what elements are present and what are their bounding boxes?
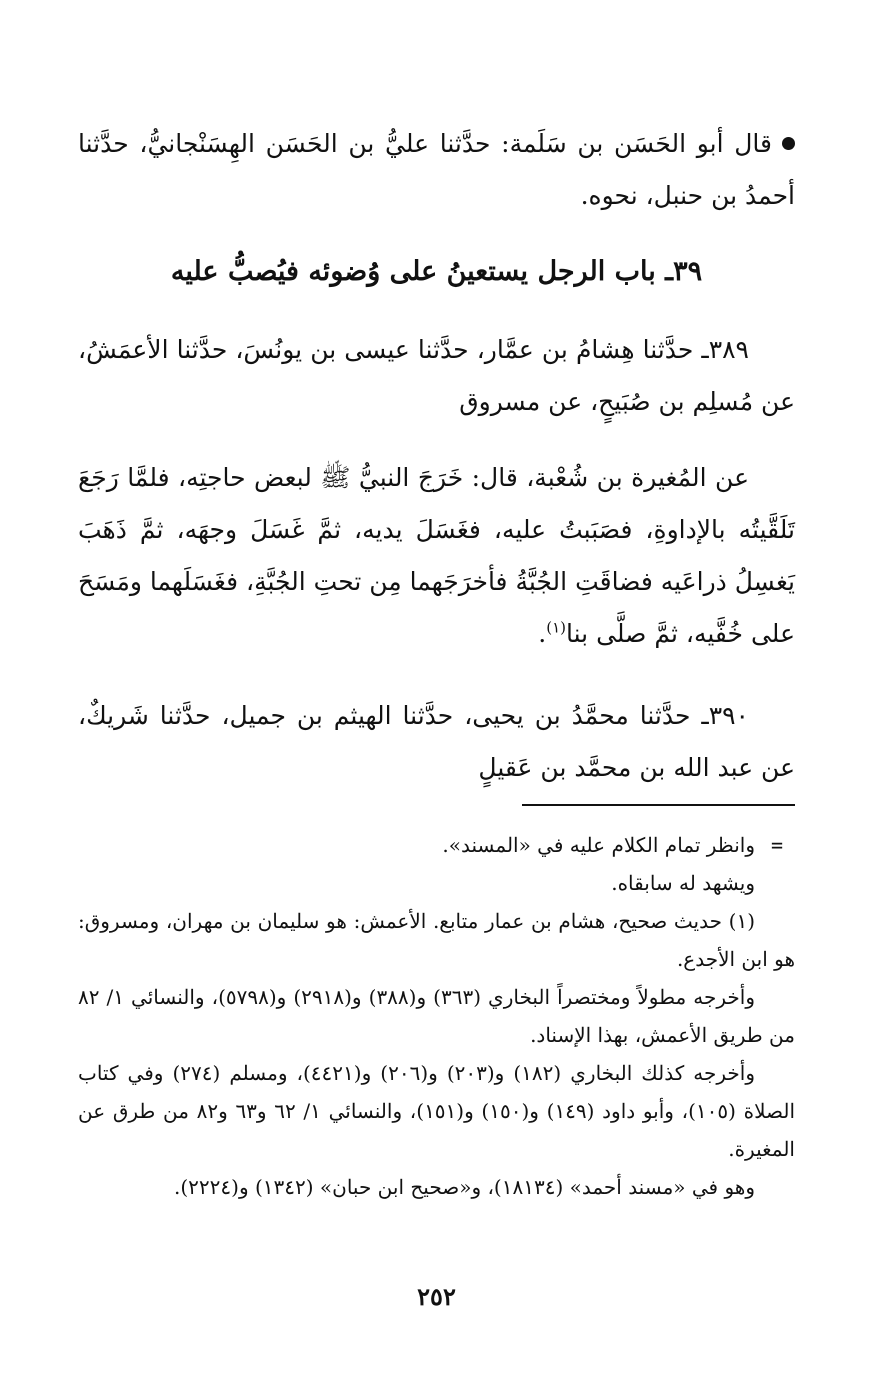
intro-paragraph: [78, 118, 795, 222]
hadith-389-matn-text: عن المُغيرة بن شُعْبة، قال: خَرَجَ النبيُّ ﷺ لبعض حاجتِه، فلمَّا رَجَعَ تَلَقَّيتُه بالإداوةِ، فصَبَبتُ عليه، فغَسَلَ يديه، ثمَّ غَسَلَ وجهَه، ثمَّ ذَهَبَ يَغسِلُ ذراعَيه فضاقَتِ الجُبَّةُ فأخرَجَهما مِن تحتِ الجُبَّةِ، فغَسَلَهما ومَسَحَ على خُفَّيه، ثمَّ صلَّى بنا: [78, 463, 795, 648]
page-number: ٢٥٢: [417, 1282, 456, 1311]
continuation-mark: =: [770, 833, 783, 857]
footnote-1-text: (١) حديث صحيح، هشام بن عمار متابع. الأعمش: هو سليمان بن مهران، ومسروق: هو ابن الأجدع.: [78, 909, 795, 971]
hadith-389-matn: [78, 452, 795, 660]
footnote-line: وانظر تمام الكلام عليه في «المسند».: [442, 833, 755, 857]
hadith-389-isnad: ٣٨٩ـ حدَّثنا هِشامُ بن عمَّار، حدَّثنا عيسى بن يونُسَ، حدَّثنا الأعمَشُ، عن مُسلِم بن صُبَيحٍ، عن مسروق: [78, 335, 795, 416]
chapter-title: ٣٩ـ باب الرجل يستعينُ على وُضوئه فيُصبُّ عليه: [170, 256, 703, 287]
footnote-reference-1[interactable]: (١): [546, 618, 566, 637]
footnote-continuation: [78, 826, 795, 864]
footnote-line: ويشهد له سابقاه.: [611, 871, 755, 895]
footnote-divider: [522, 804, 795, 806]
bullet-dot-icon: [782, 137, 795, 150]
footnote-line: وأخرجه مطولاً ومختصراً البخاري (٣٦٣) و(٣٨٨) و(٢٩١٨) و(٥٧٩٨)، والنسائي ١/ ٨٢ من طريق الأعمش، بهذا الإسناد.: [78, 985, 795, 1047]
footnotes-section: [78, 826, 795, 1206]
footnote-line: وهو في «مسند أحمد» (١٨١٣٤)، و«صحيح ابن حبان» (١٣٤٢) و(٢٢٢٤).: [174, 1175, 755, 1199]
intro-text: قال أبو الحَسَن بن سَلَمة: حدَّثنا عليُّ بن الحَسَن الهِسَنْجانيُّ، حدَّثنا أحمدُ بن حنبل، نحوه.: [78, 129, 795, 210]
book-page: [78, 0, 795, 1383]
footnote-line: وأخرجه كذلك البخاري (١٨٢) و(٢٠٣) و(٢٠٦) و(٤٤٢١)، ومسلم (٢٧٤) وفي كتاب الصلاة (١٠٥)، وأبو داود (١٤٩) و(١٥٠) و(١٥١)، والنسائي ١/ ٦٢ و٦٣ و٨٢ من طرق عن المغيرة.: [78, 1061, 796, 1161]
hadith-390: ٣٩٠ـ حدَّثنا محمَّدُ بن يحيى، حدَّثنا الهيثم بن جميل، حدَّثنا شَريكٌ، عن عبد الله بن محمَّد بن عَقيلٍ: [78, 701, 795, 782]
hadith-389-end: .: [538, 619, 547, 648]
